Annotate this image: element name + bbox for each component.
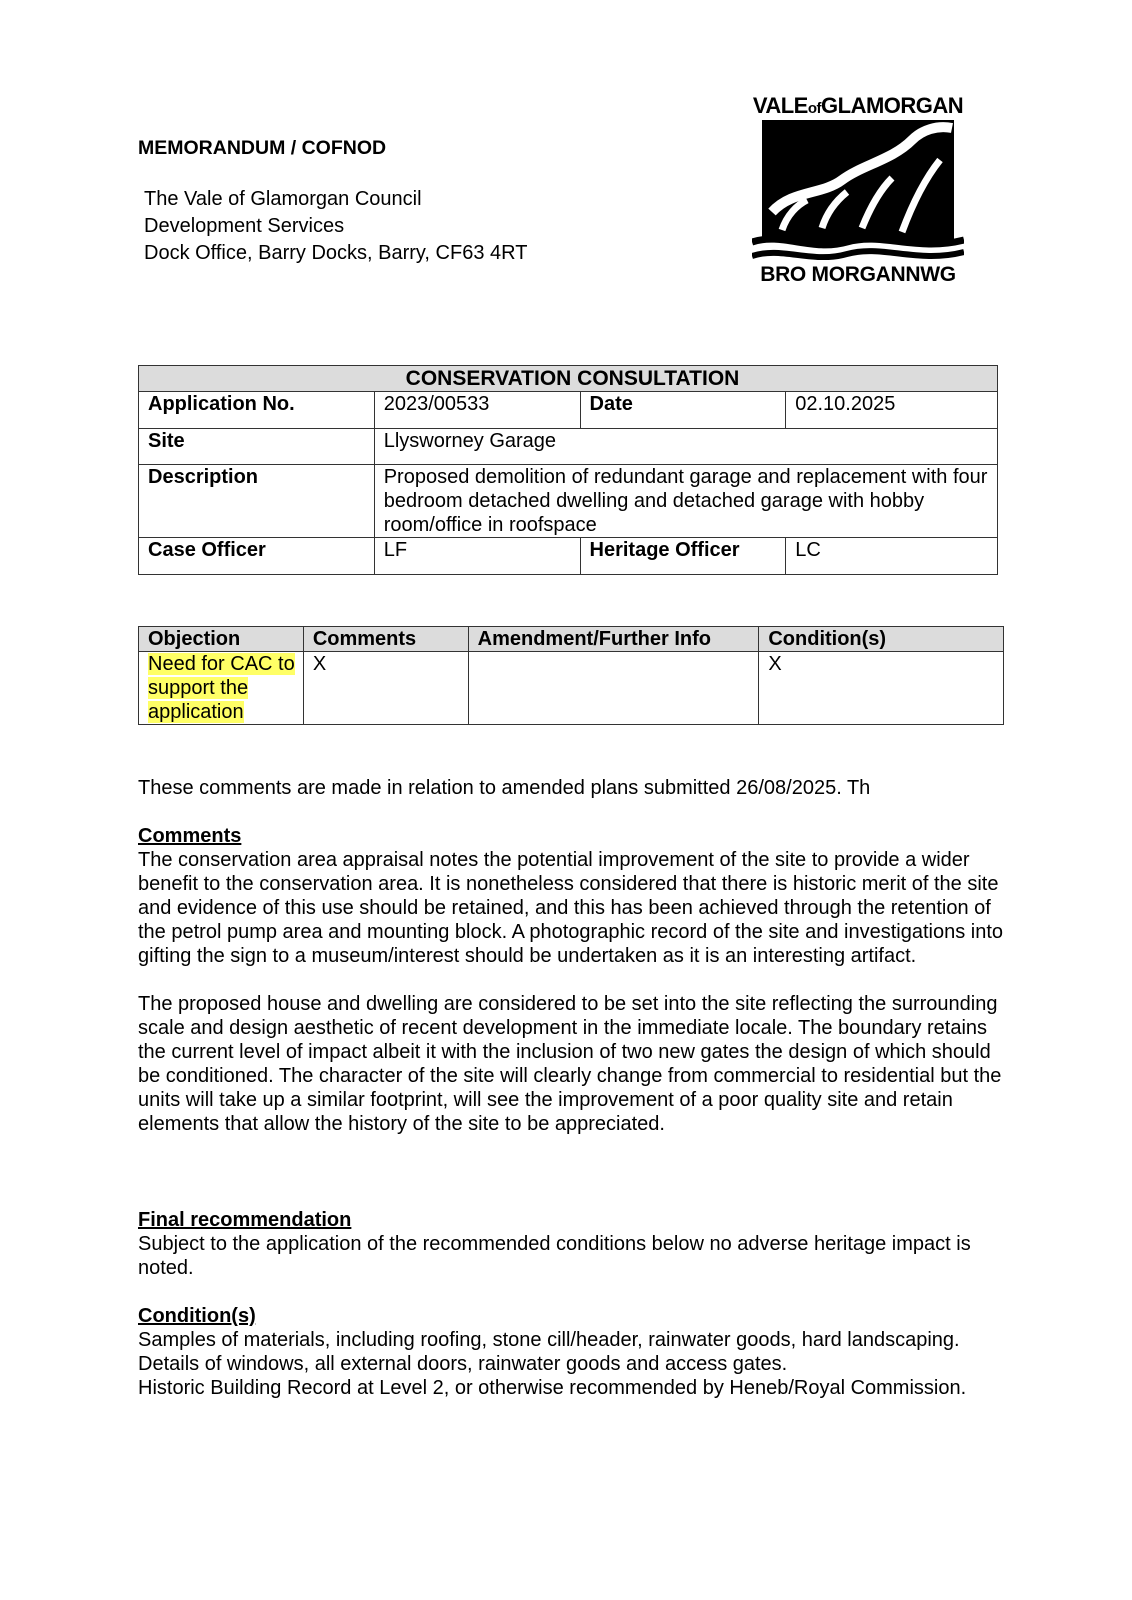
logo-top-text: VALEofGLAMORGAN xyxy=(752,93,964,118)
conditions-header: Condition(s) xyxy=(759,627,1004,652)
condition-item: Samples of materials, including roofing, stone cill/header, rainwater goods, hard landscaping. xyxy=(138,1329,960,1351)
comments-heading: Comments xyxy=(138,825,242,847)
logo-bottom-text: BRO MORGANNWG xyxy=(760,263,956,286)
heritage-officer-label: Heritage Officer xyxy=(580,538,786,575)
objection-cell xyxy=(139,652,304,725)
comments-section xyxy=(138,824,1008,1136)
objection-table xyxy=(138,626,1004,725)
date-value: 02.10.2025 xyxy=(786,392,998,429)
application-value: 2023/00533 xyxy=(374,392,580,429)
conditions-section xyxy=(138,1304,1008,1400)
amendment-cell xyxy=(468,652,759,725)
site-label: Site xyxy=(139,429,375,465)
heritage-officer-value: LC xyxy=(786,538,998,575)
comments-paragraph-1: The conservation area appraisal notes the potential improvement of the site to provide a wider benefit to the conservation area. It is nonetheless considered that there is historic merit of the site and evidence of this use should be retained, and this has been achieved through the retention of the petrol pump area and mounting block. A photographic record of the site and investigations into gifting the sign to a museum/interest should be undertaken as it is an interesting artifact. xyxy=(138,849,1003,967)
consultation-title: CONSERVATION CONSULTATION xyxy=(139,366,998,392)
description-value: Proposed demolition of redundant garage and replacement with four bedroom detached dwelling and detached garage with hobby room/office in roofspace xyxy=(374,465,997,538)
objection-header: Objection xyxy=(139,627,304,652)
site-value: Llysworney Garage xyxy=(374,429,997,465)
comments-header: Comments xyxy=(303,627,468,652)
table-row xyxy=(139,652,1004,725)
final-recommendation-text: Subject to the application of the recommended conditions below no adverse heritage impact is noted. xyxy=(138,1233,971,1279)
table-header-row xyxy=(139,627,1004,652)
condition-item: Details of windows, all external doors, rainwater goods and access gates. xyxy=(138,1353,788,1375)
case-officer-value: LF xyxy=(374,538,580,575)
conservation-consultation-table xyxy=(138,365,998,575)
address-line: The Vale of Glamorgan Council xyxy=(144,188,422,210)
intro-paragraph: These comments are made in relation to amended plans submitted 26/08/2025. Th xyxy=(138,777,871,799)
conditions-cell: X xyxy=(759,652,1004,725)
final-recommendation-heading: Final recommendation xyxy=(138,1209,352,1231)
address-line: Development Services xyxy=(144,215,345,237)
address-line: Dock Office, Barry Docks, Barry, CF63 4RT xyxy=(144,242,528,264)
case-officer-label: Case Officer xyxy=(139,538,375,575)
final-recommendation-section xyxy=(138,1208,1008,1280)
council-address xyxy=(144,186,527,267)
comments-cell: X xyxy=(303,652,468,725)
condition-item: Historic Building Record at Level 2, or otherwise recommended by Heneb/Royal Commission. xyxy=(138,1377,967,1399)
date-label: Date xyxy=(580,392,786,429)
memo-title: MEMORANDUM / COFNOD xyxy=(138,137,387,159)
comments-paragraph-2: The proposed house and dwelling are considered to be set into the site reflecting the surrounding scale and design aesthetic of recent development in the immediate locale. The boundary retains the current level of impact albeit it with the inclusion of two new gates the design of which should be conditioned. The character of the site will clearly change from commercial to residential but the units will take up a similar footprint, will see the improvement of a poor quality site and retain elements that allow the history of the site to be appreciated. xyxy=(138,993,1002,1135)
conditions-heading: Condition(s) xyxy=(138,1305,256,1327)
council-logo xyxy=(752,93,964,288)
application-label: Application No. xyxy=(139,392,375,429)
description-label: Description xyxy=(139,465,375,538)
highlighted-objection: Need for CAC to support the application xyxy=(148,653,295,723)
amendment-header: Amendment/Further Info xyxy=(468,627,759,652)
dragon-wave-emblem-icon xyxy=(752,120,964,260)
